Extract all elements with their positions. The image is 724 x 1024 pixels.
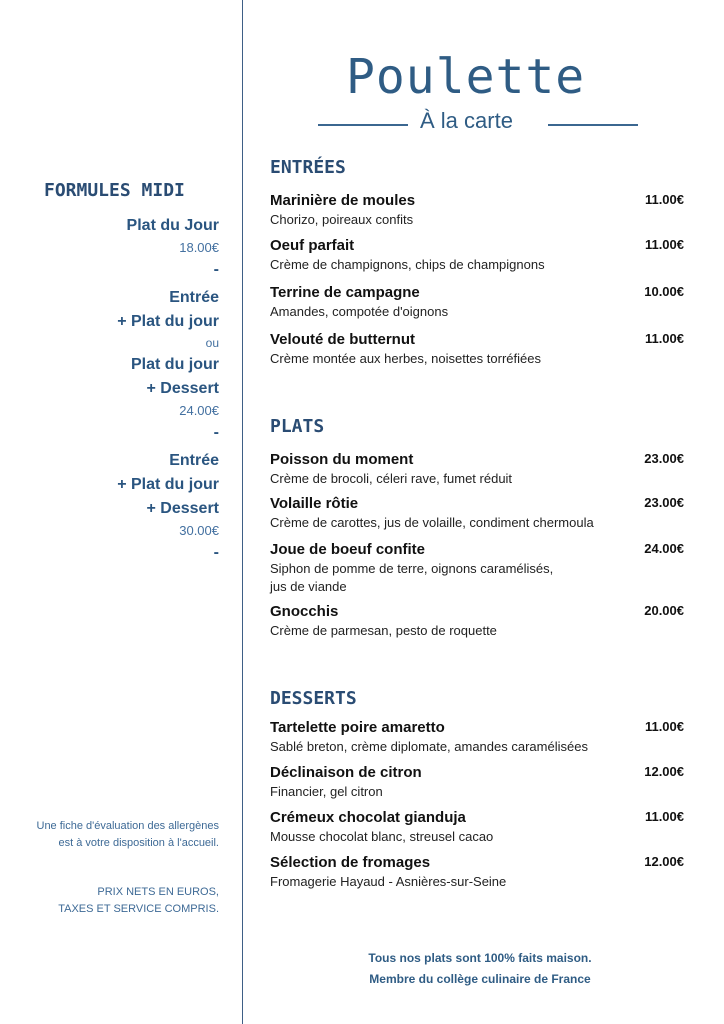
footer-note xyxy=(300,948,660,990)
footer-line-1: Tous nos plats sont 100% faits maison. xyxy=(368,951,592,965)
item-price: 11.00€ xyxy=(644,237,684,252)
menu-item xyxy=(270,853,690,891)
formule-3-line-2: + Plat du jour xyxy=(117,476,219,493)
price-note-line-1: PRIX NETS EN EUROS, xyxy=(97,886,219,898)
price-note-line-2: TAXES ET SERVICE COMPRIS. xyxy=(58,903,219,915)
item-price: 11.00€ xyxy=(644,192,684,207)
menu-item xyxy=(270,450,690,488)
formule-separator: - xyxy=(213,424,219,441)
formule-1-price: 18.00€ xyxy=(179,240,219,255)
item-name: Déclinaison de citron xyxy=(270,764,422,781)
item-description: Sablé breton, crème diplomate, amandes caramélisées xyxy=(270,739,588,754)
allergen-note-line-2: est à votre disposition à l'accueil. xyxy=(58,837,219,849)
item-description: Financier, gel citron xyxy=(270,784,383,799)
item-price: 12.00€ xyxy=(644,854,684,869)
item-price: 23.00€ xyxy=(644,495,684,510)
formules-list xyxy=(19,214,219,565)
section-title-desserts: DESSERTS xyxy=(270,688,357,709)
item-name: Crémeux chocolat gianduja xyxy=(270,809,466,826)
menu-item xyxy=(270,763,690,801)
item-name: Marinière de moules xyxy=(270,192,416,209)
item-name: Terrine de campagne xyxy=(270,284,420,301)
formule-3-price: 30.00€ xyxy=(179,523,219,538)
menu-item xyxy=(270,283,690,321)
item-description-continued: jus de viande xyxy=(270,579,347,594)
menu-item xyxy=(270,602,690,640)
formule-2-line-2: + Plat du jour xyxy=(117,313,219,330)
formule-2-or: ou xyxy=(205,336,219,350)
item-price: 10.00€ xyxy=(644,284,684,299)
formule-separator: - xyxy=(213,261,219,278)
menu-item xyxy=(270,808,690,846)
item-name: Poisson du moment xyxy=(270,451,414,468)
formule-2-line-1: Entrée xyxy=(169,289,219,306)
item-description: Fromagerie Hayaud - Asnières-sur-Seine xyxy=(270,874,507,889)
item-description: Crème montée aux herbes, noisettes torréfiées xyxy=(270,351,541,366)
item-description: Chorizo, poireaux confits xyxy=(270,212,414,227)
item-description: Siphon de pomme de terre, oignons caramélisés, xyxy=(270,561,554,576)
menu-item xyxy=(270,330,690,368)
item-name: Oeuf parfait xyxy=(270,237,355,254)
item-description: Amandes, compotée d'oignons xyxy=(270,304,449,319)
subtitle-rule-left xyxy=(318,124,408,126)
formule-3-line-3: + Dessert xyxy=(146,500,219,517)
item-description: Crème de parmesan, pesto de roquette xyxy=(270,623,497,638)
subtitle-rule-right xyxy=(548,124,638,126)
item-name: Joue de boeuf confite xyxy=(270,541,426,558)
item-description: Mousse chocolat blanc, streusel cacao xyxy=(270,829,494,844)
item-price: 23.00€ xyxy=(644,451,684,466)
formule-3-line-1: Entrée xyxy=(169,452,219,469)
formule-separator: - xyxy=(213,544,219,561)
menu-item xyxy=(270,718,690,756)
menu-item xyxy=(270,191,690,229)
formule-1-line: Plat du Jour xyxy=(126,217,219,234)
item-price: 24.00€ xyxy=(644,541,684,556)
formules-title: FORMULES MIDI xyxy=(44,180,185,201)
formule-2-line-4: + Dessert xyxy=(146,380,219,397)
footer-line-2: Membre du collège culinaire de France xyxy=(369,972,591,986)
allergen-note xyxy=(0,818,219,852)
formule-2-line-3: Plat du jour xyxy=(131,356,219,373)
item-price: 11.00€ xyxy=(644,809,684,824)
item-price: 11.00€ xyxy=(644,331,684,346)
item-name: Sélection de fromages xyxy=(270,854,431,871)
section-title-entrees: ENTRÉES xyxy=(270,157,346,178)
item-name: Gnocchis xyxy=(270,603,339,620)
item-name: Velouté de butternut xyxy=(270,331,416,348)
column-divider xyxy=(242,0,243,1024)
item-description: Crème de carottes, jus de volaille, condiment chermoula xyxy=(270,515,594,530)
section-title-plats: PLATS xyxy=(270,416,325,437)
item-name: Tartelette poire amaretto xyxy=(270,719,445,736)
menu-item xyxy=(270,540,690,596)
brand-name: Poulette xyxy=(346,49,586,105)
menu-item xyxy=(270,236,690,274)
allergen-note-line-1: Une fiche d'évaluation des allergènes xyxy=(36,820,219,832)
item-price: 12.00€ xyxy=(644,764,684,779)
menu-subtitle: À la carte xyxy=(420,108,513,133)
item-name: Volaille rôtie xyxy=(270,495,359,512)
item-description: Crème de brocoli, céleri rave, fumet réduit xyxy=(270,471,513,486)
item-description: Crème de champignons, chips de champignons xyxy=(270,257,545,272)
formule-2-price: 24.00€ xyxy=(179,403,219,418)
item-price: 20.00€ xyxy=(644,603,684,618)
item-price: 11.00€ xyxy=(644,719,684,734)
price-note xyxy=(0,884,219,918)
menu-item xyxy=(270,494,690,532)
